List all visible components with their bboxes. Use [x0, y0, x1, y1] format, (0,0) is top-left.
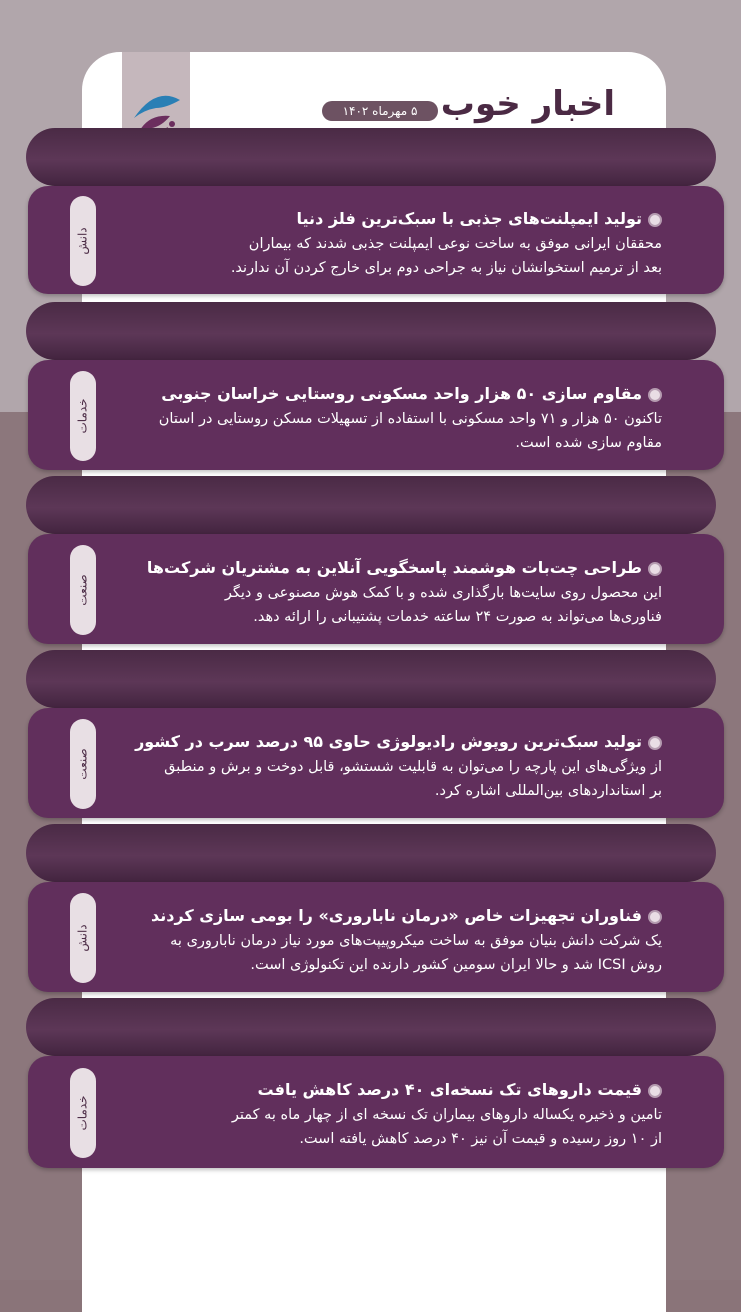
news-headline: مقاوم سازی ۵۰ هزار واحد مسکونی روستایی خراسان جنوبی — [130, 381, 662, 407]
news-headline: طراحی چت‌بات هوشمند پاسخگویی آنلاین به مشتریان شرکت‌ها — [130, 555, 662, 581]
category-label: خدمات — [76, 1095, 91, 1131]
news-item — [130, 1077, 662, 1151]
ribbon-curl — [26, 302, 716, 360]
news-body-line: بعد از ترمیم استخوانشان نیاز به جراحی دوم برای خارج کردن آن ندارند. — [230, 260, 662, 276]
news-item — [130, 206, 662, 280]
bullet-icon — [648, 1084, 662, 1098]
bullet-icon — [648, 213, 662, 227]
news-body-line: روش ICSI شد و حالا ایران سومین کشور دارنده این تکنولوژی است. — [250, 957, 662, 973]
ribbon-curl — [26, 650, 716, 708]
category-label: دانش — [76, 227, 91, 255]
news-body-line: بر استانداردهای بین‌المللی اشاره کرد. — [434, 783, 662, 799]
ribbon-curl — [26, 824, 716, 882]
news-body-line: مقاوم سازی شده است. — [515, 435, 662, 451]
news-body-line: از ۱۰ روز رسیده و قیمت آن نیز ۴۰ درصد کاهش یافته است. — [299, 1131, 662, 1147]
news-body-line: تاکنون ۵۰ هزار و ۷۱ واحد مسکونی با استفاده از تسهیلات مسکن روستایی در استان — [158, 411, 662, 427]
bullet-icon — [648, 562, 662, 576]
bullet-icon — [648, 736, 662, 750]
news-headline: تولید ایمپلنت‌های جذبی با سبک‌ترین فلز دنیا — [130, 206, 662, 232]
category-tag — [70, 893, 96, 983]
category-label: خدمات — [76, 398, 91, 434]
category-label: دانش — [76, 924, 91, 952]
ribbon-curl — [26, 476, 716, 534]
news-body-line: تامین و ذخیره یکساله داروهای بیماران تک نسخه ای از چهار ماه به کمتر — [231, 1107, 662, 1123]
category-label: صنعت — [76, 748, 91, 780]
news-body-line: این محصول روی سایت‌ها بارگذاری شده و با کمک هوش مصنوعی و دیگر — [224, 585, 662, 601]
page-title: اخبار خوب — [440, 84, 615, 124]
news-body-line: یک شرکت دانش بنیان موفق به ساخت میکروپیپت‌های مورد نیاز درمان ناباروری به — [170, 933, 662, 949]
news-item — [130, 555, 662, 629]
date-badge: ۵ مهرماه ۱۴۰۲ — [322, 101, 438, 121]
news-item — [130, 381, 662, 455]
news-item — [130, 903, 662, 977]
news-body-line: محققان ایرانی موفق به ساخت نوعی ایمپلنت جذبی شدند که بیماران — [248, 236, 662, 252]
category-tag — [70, 545, 96, 635]
news-headline: فناوران تجهیزات خاص «درمان ناباروری» را بومی سازی کردند — [130, 903, 662, 929]
category-tag — [70, 1068, 96, 1158]
bullet-icon — [648, 910, 662, 924]
news-headline: تولید سبک‌ترین روپوش رادیولوژی حاوی ۹۵ درصد سرب در کشور — [130, 729, 662, 755]
category-tag — [70, 196, 96, 286]
bullet-icon — [648, 388, 662, 402]
news-body-line: از ویژگی‌های این پارچه را می‌توان به قابلیت شستشو، قابل دوخت و برش و منطبق — [164, 759, 662, 775]
news-headline: قیمت داروهای تک نسخه‌ای ۴۰ درصد کاهش یافت — [130, 1077, 662, 1103]
ribbon-curl — [26, 128, 716, 186]
news-body-line: فناوری‌ها می‌تواند به صورت ۲۴ ساعته خدمات پشتیبانی را ارائه دهد. — [253, 609, 662, 625]
category-tag — [70, 719, 96, 809]
ribbon-curl — [26, 998, 716, 1056]
news-item — [130, 729, 662, 803]
category-label: صنعت — [76, 574, 91, 606]
category-tag — [70, 371, 96, 461]
